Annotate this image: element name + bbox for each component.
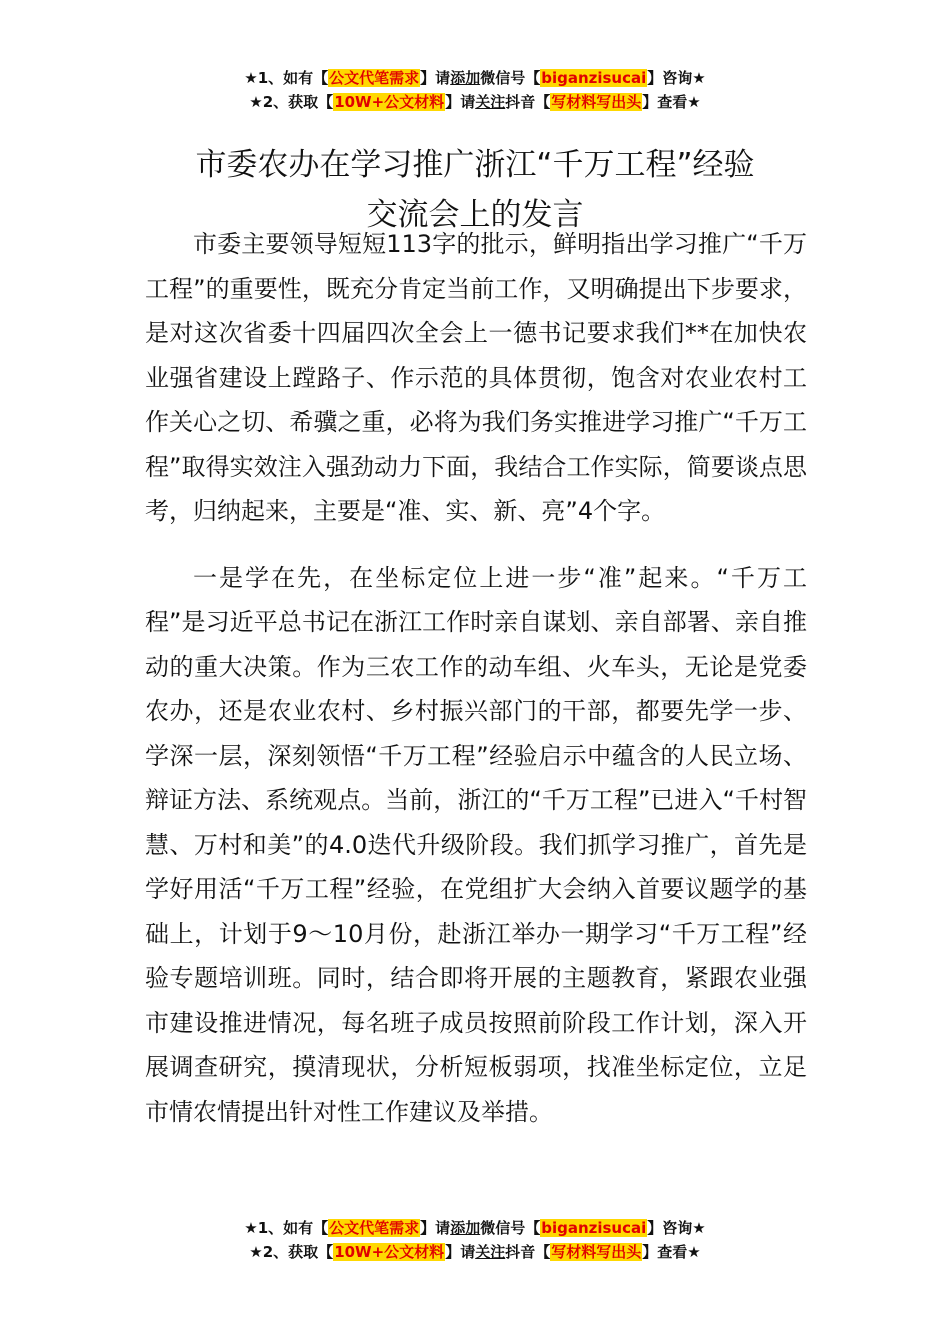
promo-wechat-id: biganzisucai bbox=[541, 69, 647, 87]
promo-douyin-name: 写材料写出头 bbox=[551, 1243, 642, 1261]
promo-highlight: 公文代笔需求 bbox=[329, 1219, 420, 1237]
document-body bbox=[145, 222, 807, 1134]
promo-text: 微信号【 bbox=[480, 69, 541, 87]
promo-line-2 bbox=[0, 90, 950, 114]
promo-text: 抖音【 bbox=[505, 93, 551, 111]
promo-text: 】请 bbox=[420, 1219, 451, 1237]
promo-underlined: 添加 bbox=[450, 1219, 481, 1237]
promo-line-2 bbox=[0, 1240, 950, 1264]
promo-text: ★2、获取【 bbox=[249, 1243, 334, 1261]
promo-text: 】请 bbox=[420, 69, 451, 87]
promo-wechat-id: biganzisucai bbox=[541, 1219, 647, 1237]
promo-text: 抖音【 bbox=[505, 1243, 551, 1261]
promo-highlight: 10W+公文材料 bbox=[334, 93, 445, 111]
promo-text: 】请 bbox=[445, 93, 476, 111]
promo-banner-bottom bbox=[0, 1216, 950, 1264]
promo-douyin-name: 写材料写出头 bbox=[551, 93, 642, 111]
promo-text: 】请 bbox=[445, 1243, 476, 1261]
title-line-2: 交流会上的发言 bbox=[366, 196, 584, 233]
promo-underlined: 关注 bbox=[475, 93, 506, 111]
promo-text: 】咨询★ bbox=[647, 1219, 706, 1237]
promo-text: ★2、获取【 bbox=[249, 93, 334, 111]
body-paragraph-2: 一是学在先，在坐标定位上进一步“准”起来。“千万工程”是习近平总书记在浙江工作时亲自谋划、亲自部署、亲自推动的重大决策。作为三农工作的动车组、火车头，无论是党委农办，还是农业农村、乡村振兴部门的干部，都要先学一步、学深一层，深刻领悟“千万工程”经验启示中蕴含的人民立场、辩证方法、系统观点。当前，浙江的“千万工程”已进入“千村智慧、万村和美”的4.0迭代升级阶段。我们抓学习推广，首先是学好用活“千万工程”经验，在党组扩大会纳入首要议题学的基础上，计划于9～10月份，赴浙江举办一期学习“千万工程”经验专题培训班。同时，结合即将开展的主题教育，紧跟农业强市建设推进情况，每名班子成员按照前阶段工作计划，深入开展调查研究，摸清现状，分析短板弱项，找准坐标定位，立足市情农情提出针对性工作建议及举措。 bbox=[145, 563, 807, 1126]
title-line-1: 市委农办在学习推广浙江“千万工程”经验 bbox=[195, 146, 755, 183]
body-paragraph-1: 市委主要领导短短113字的批示，鲜明指出学习推广“千万工程”的重要性，既充分肯定当前工作，又明确提出下步要求，是对这次省委十四届四次全会上一德书记要求我们**在加快农业强省建设上蹚路子、作示范的具体贯彻，饱含对农业农村工作关心之切、希骥之重，必将为我们务实推进学习推广“千万工程”取得实效注入强劲动力下面，我结合工作实际，简要谈点思考，归纳起来，主要是“准、实、新、亮”4个字。 bbox=[145, 230, 807, 525]
promo-text: ★1、如有【 bbox=[244, 1219, 329, 1237]
promo-text: 微信号【 bbox=[480, 1219, 541, 1237]
promo-line-1 bbox=[0, 66, 950, 90]
promo-underlined: 添加 bbox=[450, 69, 481, 87]
promo-underlined: 关注 bbox=[475, 1243, 506, 1261]
promo-banner-top bbox=[0, 66, 950, 114]
promo-text: 】咨询★ bbox=[647, 69, 706, 87]
promo-line-1 bbox=[0, 1216, 950, 1240]
promo-highlight: 10W+公文材料 bbox=[334, 1243, 445, 1261]
promo-text: 】查看★ bbox=[642, 1243, 701, 1261]
promo-highlight: 公文代笔需求 bbox=[329, 69, 420, 87]
promo-text: 】查看★ bbox=[642, 93, 701, 111]
promo-text: ★1、如有【 bbox=[244, 69, 329, 87]
